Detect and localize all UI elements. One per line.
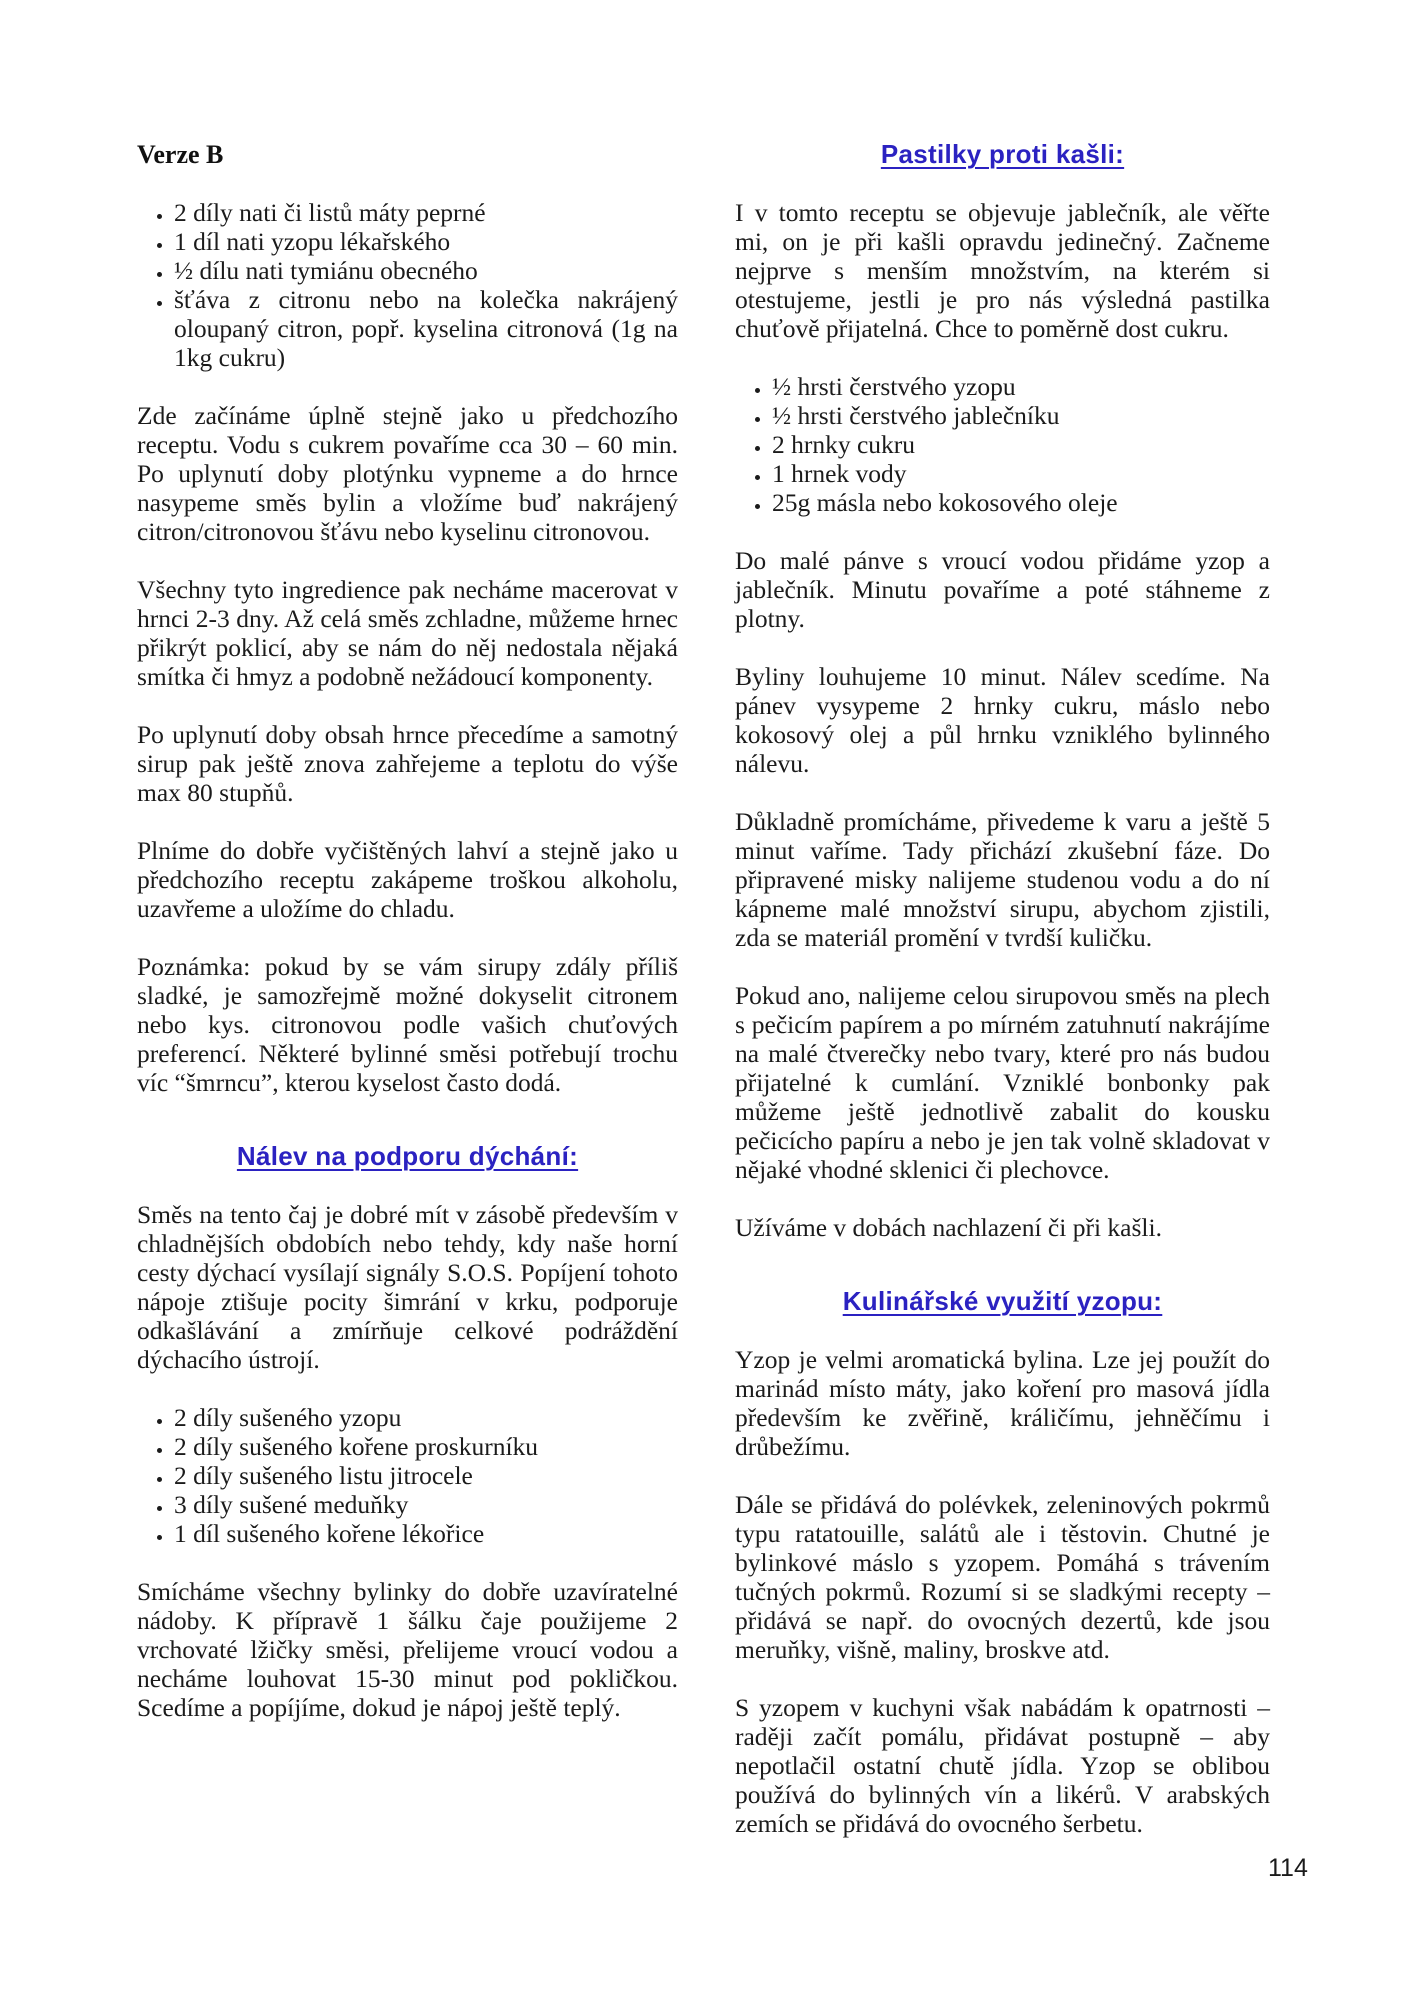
page-number: 114: [1268, 1854, 1308, 1882]
section-heading-culinary: Kulinářské využití yzopu:: [842, 1286, 1163, 1316]
list-item: • 2 díly sušeného yzopu: [174, 1403, 678, 1432]
left-column: [137, 140, 678, 1751]
paragraph: Smícháme všechny bylinky do dobře uzavíratelné nádoby. K přípravě 1 šálku čaje použijeme 2 vrchovaté lžičky směsi, přelijeme vroucí vodou a necháme louhovat 15-30 minut pod pokličkou. Scedíme a popíjíme, dokud je nápoj ještě teplý.: [137, 1577, 678, 1722]
version-subtitle: Verze B: [137, 140, 224, 169]
lozenges-ingredient-list: [735, 372, 1270, 517]
list-item: • 25g másla nebo kokosového oleje: [772, 488, 1270, 517]
paragraph: Směs na tento čaj je dobré mít v zásobě především v chladnějších obdobích nebo tehdy, kdy naše horní cesty dýchací vysílají signály S.O.S. Popíjení tohoto nápoje ztišuje pocity šimrání v krku, podporuje odkašlávání a zmírňuje celkové podráždění dýchacího ústrojí.: [137, 1200, 678, 1374]
section-heading-lozenges: Pastilky proti kašli:: [880, 139, 1125, 169]
paragraph: Plníme do dobře vyčištěných lahví a stejně jako u předchozího receptu zakápeme troškou alkoholu, uzavřeme a uložíme do chladu.: [137, 836, 678, 923]
paragraph: Po uplynutí doby obsah hrnce přecedíme a samotný sirup pak ještě znova zahřejeme a teplotu do výše max 80 stupňů.: [137, 720, 678, 807]
list-item: • 2 díly sušeného kořene proskurníku: [174, 1432, 678, 1461]
list-item: • 2 díly sušeného listu jitrocele: [174, 1461, 678, 1490]
paragraph: Do malé pánve s vroucí vodou přidáme yzop a jablečník. Minutu povaříme a poté stáhneme z plotny.: [735, 546, 1270, 633]
paragraph: Yzop je velmi aromatická bylina. Lze jej použít do marinád místo máty, jako koření pro masová jídla především ke zvěřině, králičímu, jehněčímu i drůbežímu.: [735, 1345, 1270, 1461]
list-item: • 3 díly sušené meduňky: [174, 1490, 678, 1519]
list-item: • 1 díl sušeného kořene lékořice: [174, 1519, 678, 1548]
list-item: • ½ hrsti čerstvého yzopu: [772, 372, 1270, 401]
paragraph: Zde začínáme úplně stejně jako u předchozího receptu. Vodu s cukrem povaříme cca 30 – 60 min. Po uplynutí doby plotýnku vypneme a do hrnce nasypeme směs bylin a vložíme buď nakrájený citron/citronovou šťávu nebo kyselinu citronovou.: [137, 401, 678, 546]
tea-ingredient-list: [137, 1403, 678, 1548]
paragraph: Užíváme v dobách nachlazení či při kašli.: [735, 1213, 1162, 1242]
paragraph: Důkladně promícháme, přivedeme k varu a ještě 5 minut vaříme. Tady přichází zkušební fáze. Do připravené misky nalijeme studenou vodu a do ní kápneme malé množství sirupu, abychom zjistili, zda se materiál promění v tvrdší kuličku.: [735, 807, 1270, 952]
paragraph: S yzopem v kuchyni však nabádám k opatrnosti – raději začít pomálu, přidávat postupně – aby nepotlačil ostatní chutě jídla. Yzop se oblibou používá do bylinných vín a likérů. V arabských zemích se přidává do ovocného šerbetu.: [735, 1693, 1270, 1838]
paragraph: Byliny louhujeme 10 minut. Nálev scedíme. Na pánev vysypeme 2 hrnky cukru, máslo nebo kokosový olej a půl hrnku vzniklého bylinného nálevu.: [735, 662, 1270, 778]
paragraph: Všechny tyto ingredience pak necháme macerovat v hrnci 2-3 dny. Až celá směs zchladne, můžeme hrnec přikrýt poklicí, aby se nám do něj nedostala nějaká smítka či hmyz a podobně nežádoucí komponenty.: [137, 575, 678, 691]
list-item: • ½ hrsti čerstvého jablečníku: [772, 401, 1270, 430]
list-item: • 1 díl nati yzopu lékařského: [174, 227, 678, 256]
right-column: [735, 140, 1270, 1867]
paragraph: Poznámka: pokud by se vám sirupy zdály příliš sladké, je samozřejmě možné dokyselit citronem nebo kys. citronovou podle vašich chuťových preferencí. Některé bylinné směsi potřebují trochu víc “šmrncu”, kterou kyselost často dodá.: [137, 952, 678, 1097]
list-item: • 2 díly nati či listů máty peprné: [174, 198, 678, 227]
list-item: • 2 hrnky cukru: [772, 430, 1270, 459]
paragraph: Dále se přidává do polévkek, zeleninových pokrmů typu ratatouille, salátů ale i těstovin. Chutné je bylinkové máslo s yzopem. Pomáhá s trávením tučných pokrmů. Rozumí si se sladkými recepty – přidává se např. do ovocných dezertů, kde jsou meruňky, višně, maliny, broskve atd.: [735, 1490, 1270, 1664]
list-item: • šťáva z citronu nebo na kolečka nakrájený oloupaný citron, popř. kyselina citronová (1g na 1kg cukru): [174, 285, 678, 372]
section-heading-tea: Nálev na podporu dýchání:: [236, 1141, 579, 1171]
syrup-ingredient-list: [137, 198, 678, 372]
list-item: • ½ dílu nati tymiánu obecného: [174, 256, 678, 285]
paragraph: I v tomto receptu se objevuje jablečník, ale věřte mi, on je při kašli opravdu jedinečný. Začneme nejprve s menším množstvím, na kterém si otestujeme, jestli je pro nás výsledná pastilka chuťově přijatelná. Chce to poměrně dost cukru.: [735, 198, 1270, 343]
list-item: • 1 hrnek vody: [772, 459, 1270, 488]
paragraph: Pokud ano, nalijeme celou sirupovou směs na plech s pečicím papírem a po mírném zatuhnutí nakrájíme na malé čtverečky nebo tvary, které pro nás budou přijatelné k cumlání. Vzniklé bonbonky pak můžeme ještě jednotlivě zabalit do kousku pečicícho papíru a nebo je jen tak volně skladovat v nějaké vhodné sklenici či plechovce.: [735, 981, 1270, 1184]
